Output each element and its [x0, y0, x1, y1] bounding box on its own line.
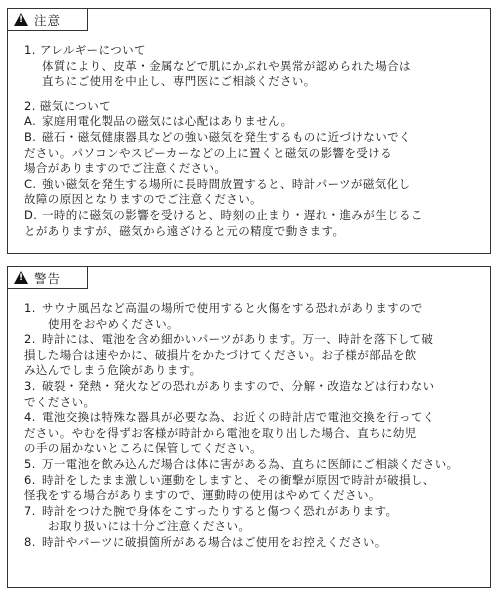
item-line: 怪我をする場合がありますので、運動時の使用はやめてください。 [24, 488, 381, 503]
warning-item-4 [24, 410, 482, 426]
item-marker: 4. [24, 410, 36, 425]
item-line: ださい。やむを得ずお客様が時計から電池を取り出した場合、直ちに幼児 [24, 425, 417, 440]
warning-box [7, 266, 491, 588]
item-marker: 6. [24, 472, 36, 487]
warning-item-6 [24, 473, 482, 489]
magnetism-item-b [24, 130, 482, 146]
allergy-heading: 1. アレルギーについて [24, 43, 146, 57]
item-marker: 1. [24, 301, 36, 315]
item-line: 時計をつけた腕で身体をこすったりすると傷つく恐れがあります。 [42, 503, 398, 518]
item-line: 時計やパーツに破損箇所がある場合はご使用をお控えください。 [42, 534, 387, 549]
item-line: サウナ風呂など高温の場所で使用すると火傷をする恐れがありますので [42, 301, 423, 315]
item-line: 磁石・磁気健康器具などの強い磁気を発生するものに近づけないでく [42, 129, 411, 144]
item-line: 強い磁気を発生する場所に長時間放置すると、時計パーツが磁気化し [42, 176, 411, 191]
item-line: み込んでしまう危険があります。 [24, 363, 202, 378]
warning-header [8, 267, 88, 289]
warning-item-5 [24, 457, 482, 473]
item-line: 時計をしたまま激しい運動をしますと、その衝撃が原因で時計が破損し、 [42, 472, 435, 487]
item-line: の手の届かないところに保管してください。 [24, 441, 262, 456]
item-marker: B. [24, 129, 37, 144]
warning-item-2 [24, 332, 482, 348]
caution-header [8, 9, 88, 31]
item-line: 時計には、電池を含め細かいパーツがあります。万一、時計を落下して破 [42, 332, 434, 347]
item-line: 万一電池を飲み込んだ場合は体に害がある為、直ちに医師にご相談ください。 [42, 456, 459, 471]
magnetism-heading: 2. 磁気について [24, 98, 111, 113]
item-line: 使用をおやめください。 [48, 316, 179, 331]
item-line: 場合がありますのでご注意ください。 [24, 161, 227, 176]
item-marker: 3. [24, 378, 36, 393]
warning-content [24, 301, 482, 551]
item-line: 一時的に磁気の影響を受けると、時刻の止まり・遅れ・進みが生じるこ [42, 207, 423, 222]
item-marker: A. [24, 114, 37, 129]
item-marker: C. [24, 176, 37, 191]
item-line: ださい。パソコンやスピーカーなどの上に置くと磁気の影響を受ける [24, 145, 392, 160]
warning-triangle-icon [14, 271, 28, 284]
warning-item-7 [24, 504, 482, 520]
warning-item-3 [24, 379, 482, 395]
item-marker: 5. [24, 456, 36, 471]
item-marker: D. [24, 207, 38, 222]
warning-title: 警告 [34, 270, 62, 286]
item-line: でください。 [24, 394, 96, 409]
caution-box [7, 8, 491, 254]
warning-triangle-icon [14, 13, 28, 26]
item-marker: 7. [24, 503, 36, 518]
item-line: 損した場合は速やかに、破損片をかたづけてください。お子様が部品を飲 [24, 347, 417, 362]
magnetism-item-d [24, 208, 482, 224]
item-line: お取り扱いには十分ご注意ください。 [48, 519, 251, 534]
warning-item-8 [24, 535, 482, 551]
warning-item-1 [24, 301, 482, 317]
allergy-line: 直ちにご使用を中止し、専門医にご相談ください。 [42, 74, 316, 89]
item-line: とがありますが、磁気から遠ざけると元の精度で動きます。 [24, 223, 345, 238]
allergy-text [24, 59, 482, 90]
item-marker: 8. [24, 534, 36, 549]
item-marker: 2. [24, 332, 36, 347]
item-line: 電池交換は特殊な器具が必要な為、お近くの時計店で電池交換を行ってく [42, 410, 435, 425]
item-text [42, 130, 482, 146]
magnetism-item-a [24, 114, 482, 130]
item-text: 家庭用電化製品の磁気には心配はありません。 [42, 114, 293, 129]
magnetism-item-c [24, 177, 482, 193]
item-line: 破裂・発熱・発火などの恐れがありますので、分解・改造などは行わない [42, 378, 435, 393]
caution-title: 注意 [34, 12, 62, 28]
caution-content [24, 43, 482, 239]
item-line: 故障の原因となりますのでご注意ください。 [24, 192, 262, 207]
allergy-line: 体質により、皮革・金属などで肌にかぶれや異常が認められた場合は [42, 58, 411, 73]
